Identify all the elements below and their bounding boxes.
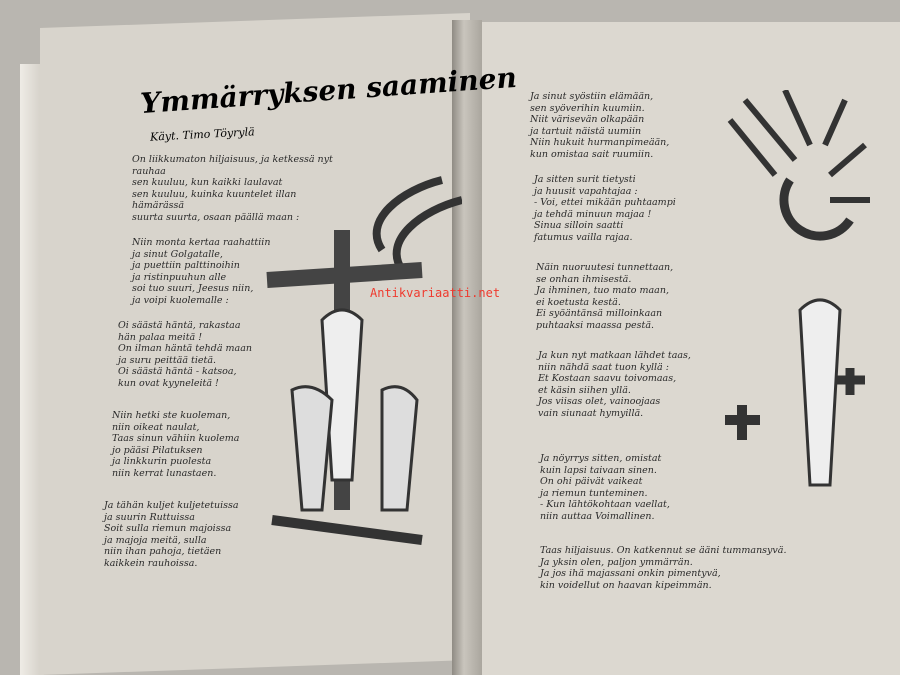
poem-title: Ymmärryksen saaminen xyxy=(139,60,518,121)
left-stanza-3: Oi säästä häntä, rakastaa hän palaa meitä ! On ilman häntä tehdä maan ja suru peittää tietä. Oi säästä häntä - katsoa, kun ovat kyyneleitä ! xyxy=(118,320,252,389)
right-stanza-6: Taas hiljaisuus. On katkennut se ääni tummansyvä. Ja yksin olen, paljon ymmärrän. Ja jos ihä majassani onkin pimentyvä, kin voidellut on haavan kipeimmän. xyxy=(540,545,787,591)
left-stanza-2: Niin monta kertaa raahattiin ja sinut Golgatalle, ja puettiin palttinoihin ja ristinpuuhun alle soi tuo suuri, Jeesus niin, ja voipi kuolemalle : xyxy=(132,237,271,306)
poem-author: Käyt. Timo Töyrylä xyxy=(149,125,255,144)
right-stanza-2: Ja sitten surit tietysti ja huusit vapahtajaa : - Voi, ettei mikään puhtaampi ja tehdä minuun majaa ! Sinua silloin saatti fatumus vailla rajaa. xyxy=(534,174,676,243)
left-stanza-4: Niin hetki ste kuoleman, niin oikeat naulat, Taas sinun vähiin kuolema jo pääsi Pilatuksen ja linkkurin puolesta niin kerrat lunastaen. xyxy=(112,410,240,479)
right-stanza-3: Näin nuoruutesi tunnettaan, se onhan ihmisestä. Ja ihminen, tuo mato maan, ei koetusta kestä. Ei syöäntänsä milloinkaan puhtaaksi maassa pestä. xyxy=(536,262,674,331)
left-stanza-5: Ja tähän kuljet kuljetetuissa ja suurin Ruttuissa Soit sulla riemun majoissa ja majoja meitä, sulla niin ihan pahoja, tietäen kaikkein rauhoissa. xyxy=(104,500,239,569)
left-stanza-1: On liikkumaton hiljaisuus, ja ketkessä nyt rauhaa sen kuuluu, kun kaikki laulavat sen kuuluu, kuinka kuuntelet illan hämärässä suurta suurta, osaan päällä maan : xyxy=(132,154,333,223)
right-stanza-1: Ja sinut syöstiin elämään, sen syöverihin kuumiin. Niit värisevän olkapään ja tartuit näistä uumiin Niin hukuit hurmanpimeään, kun omistaa sait ruumiin. xyxy=(530,91,670,160)
watermark: Antikvariaatti.net xyxy=(370,286,501,300)
right-stanza-5: Ja nöyrrys sitten, omistat kuin lapsi taivaan sinen. On ohi päivät vaikeat ja riemun tunteminen. - Kun lähtökohtaan vaellat, niin auttaa Voimallinen. xyxy=(540,453,670,522)
crucifixion-illustration xyxy=(232,150,462,560)
sun-and-figure-illustration xyxy=(705,90,885,510)
right-stanza-4: Ja kun nyt matkaan lähdet taas, niin nähdä saat tuon kyllä : Et Kostaan saavu toivomaas, et käsin siihen yllä. Jos viisas olet, vainoojaas vain siunaat hymyillä. xyxy=(538,350,691,419)
